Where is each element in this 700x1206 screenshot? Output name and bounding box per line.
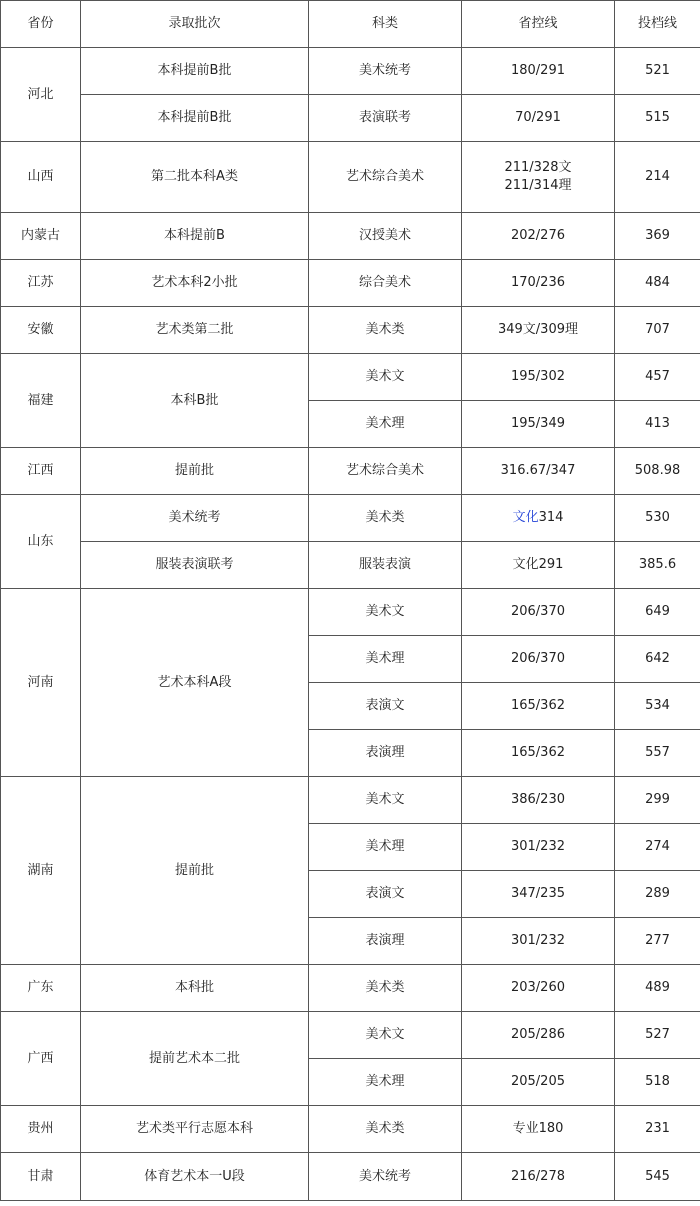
control-line-cell: 301/232 <box>462 918 615 965</box>
province-cell: 河北 <box>1 48 81 142</box>
control-line-cell: 206/370 <box>462 636 615 683</box>
table-row <box>1 48 700 95</box>
category-cell: 艺术综合美术 <box>309 142 462 213</box>
filing-line-cell: 521 <box>615 48 700 95</box>
control-line-cell: 165/362 <box>462 683 615 730</box>
province-cell: 山西 <box>1 142 81 213</box>
batch-cell: 本科提前B <box>81 213 309 260</box>
batch-cell: 第二批本科A类 <box>81 142 309 213</box>
province-cell: 江苏 <box>1 260 81 307</box>
batch-cell: 艺术类平行志愿本科 <box>81 1106 309 1153</box>
control-line-part: 211/328文 <box>504 160 572 175</box>
batch-cell: 艺术类第二批 <box>81 307 309 354</box>
filing-line-cell: 214 <box>615 142 700 213</box>
batch-cell: 本科批 <box>81 965 309 1012</box>
province-cell: 山东 <box>1 495 81 589</box>
control-line-cell: 386/230 <box>462 777 615 824</box>
category-cell: 美术统考 <box>309 48 462 95</box>
batch-cell: 本科提前B批 <box>81 95 309 142</box>
control-line-cell: 70/291 <box>462 95 615 142</box>
province-cell: 湖南 <box>1 777 81 965</box>
control-line-cell: 165/362 <box>462 730 615 777</box>
batch-cell: 提前批 <box>81 777 309 965</box>
header-filing-line: 投档线 <box>615 1 700 48</box>
control-line-cell: 195/349 <box>462 401 615 448</box>
province-cell: 江西 <box>1 448 81 495</box>
filing-line-cell: 484 <box>615 260 700 307</box>
control-line-cell <box>462 495 615 542</box>
table-row <box>1 448 700 495</box>
filing-line-cell: 557 <box>615 730 700 777</box>
batch-cell: 体育艺术本一U段 <box>81 1153 309 1201</box>
province-cell: 贵州 <box>1 1106 81 1153</box>
batch-cell: 艺术本科A段 <box>81 589 309 777</box>
category-cell: 美术文 <box>309 1012 462 1059</box>
table-row <box>1 589 700 636</box>
batch-cell: 提前批 <box>81 448 309 495</box>
control-line-cell: 专业180 <box>462 1106 615 1153</box>
filing-line-cell: 489 <box>615 965 700 1012</box>
culture-link[interactable]: 文化 <box>512 510 539 525</box>
filing-line-cell: 289 <box>615 871 700 918</box>
filing-line-cell: 274 <box>615 824 700 871</box>
category-cell: 美术文 <box>309 589 462 636</box>
table-row <box>1 260 700 307</box>
control-line-cell: 203/260 <box>462 965 615 1012</box>
table-row <box>1 307 700 354</box>
batch-cell: 服装表演联考 <box>81 542 309 589</box>
header-row <box>1 1 700 48</box>
table-row <box>1 495 700 542</box>
batch-cell: 本科B批 <box>81 354 309 448</box>
control-line-cell: 349文/309理 <box>462 307 615 354</box>
category-cell: 美术类 <box>309 965 462 1012</box>
filing-line-cell: 385.6 <box>615 542 700 589</box>
filing-line-cell: 534 <box>615 683 700 730</box>
control-line-cell: 316.67/347 <box>462 448 615 495</box>
table-row <box>1 142 700 213</box>
filing-line-cell: 369 <box>615 213 700 260</box>
filing-line-cell: 299 <box>615 777 700 824</box>
category-cell: 美术理 <box>309 401 462 448</box>
table-row <box>1 777 700 824</box>
province-cell: 甘肃 <box>1 1153 81 1201</box>
control-line-cell: 180/291 <box>462 48 615 95</box>
control-line-part: 211/314理 <box>504 178 572 193</box>
filing-line-cell: 231 <box>615 1106 700 1153</box>
category-cell: 表演理 <box>309 730 462 777</box>
control-line-cell: 301/232 <box>462 824 615 871</box>
table-row <box>1 213 700 260</box>
filing-line-cell: 508.98 <box>615 448 700 495</box>
control-line-cell: 文化291 <box>462 542 615 589</box>
category-cell: 汉授美术 <box>309 213 462 260</box>
category-cell: 美术类 <box>309 1106 462 1153</box>
filing-line-cell: 649 <box>615 589 700 636</box>
batch-cell: 艺术本科2小批 <box>81 260 309 307</box>
batch-cell: 提前艺术本二批 <box>81 1012 309 1106</box>
control-line-cell: 205/205 <box>462 1059 615 1106</box>
province-cell: 内蒙古 <box>1 213 81 260</box>
category-cell: 艺术综合美术 <box>309 448 462 495</box>
table-row <box>1 1012 700 1059</box>
filing-line-cell: 515 <box>615 95 700 142</box>
category-cell: 表演文 <box>309 871 462 918</box>
control-line-cell: 216/278 <box>462 1153 615 1201</box>
batch-cell: 本科提前B批 <box>81 48 309 95</box>
control-line-cell: 170/236 <box>462 260 615 307</box>
category-cell: 美术理 <box>309 1059 462 1106</box>
control-line-cell <box>462 142 615 213</box>
category-cell: 美术文 <box>309 777 462 824</box>
table-row <box>1 965 700 1012</box>
category-cell: 表演理 <box>309 918 462 965</box>
category-cell: 美术类 <box>309 495 462 542</box>
header-batch: 录取批次 <box>81 1 309 48</box>
category-cell: 服装表演 <box>309 542 462 589</box>
batch-cell: 美术统考 <box>81 495 309 542</box>
header-category: 科类 <box>309 1 462 48</box>
filing-line-cell: 530 <box>615 495 700 542</box>
category-cell: 美术文 <box>309 354 462 401</box>
category-cell: 美术理 <box>309 824 462 871</box>
header-province: 省份 <box>1 1 81 48</box>
filing-line-cell: 277 <box>615 918 700 965</box>
province-cell: 广西 <box>1 1012 81 1106</box>
control-line-cell: 206/370 <box>462 589 615 636</box>
control-line-cell: 195/302 <box>462 354 615 401</box>
table-row <box>1 1153 700 1201</box>
control-line-cell: 205/286 <box>462 1012 615 1059</box>
province-cell: 河南 <box>1 589 81 777</box>
filing-line-cell: 457 <box>615 354 700 401</box>
control-line-cell: 347/235 <box>462 871 615 918</box>
category-cell: 表演联考 <box>309 95 462 142</box>
control-line-value: 314 <box>538 510 564 525</box>
filing-line-cell: 707 <box>615 307 700 354</box>
category-cell: 美术类 <box>309 307 462 354</box>
header-control-line: 省控线 <box>462 1 615 48</box>
table-row <box>1 95 700 142</box>
category-cell: 美术统考 <box>309 1153 462 1201</box>
filing-line-cell: 642 <box>615 636 700 683</box>
category-cell: 美术理 <box>309 636 462 683</box>
control-line-cell: 202/276 <box>462 213 615 260</box>
province-cell: 福建 <box>1 354 81 448</box>
filing-line-cell: 527 <box>615 1012 700 1059</box>
province-cell: 安徽 <box>1 307 81 354</box>
province-cell: 广东 <box>1 965 81 1012</box>
filing-line-cell: 518 <box>615 1059 700 1106</box>
table-row <box>1 542 700 589</box>
filing-line-cell: 545 <box>615 1153 700 1201</box>
table-row <box>1 354 700 401</box>
category-cell: 综合美术 <box>309 260 462 307</box>
filing-line-cell: 413 <box>615 401 700 448</box>
category-cell: 表演文 <box>309 683 462 730</box>
table-row <box>1 1106 700 1153</box>
